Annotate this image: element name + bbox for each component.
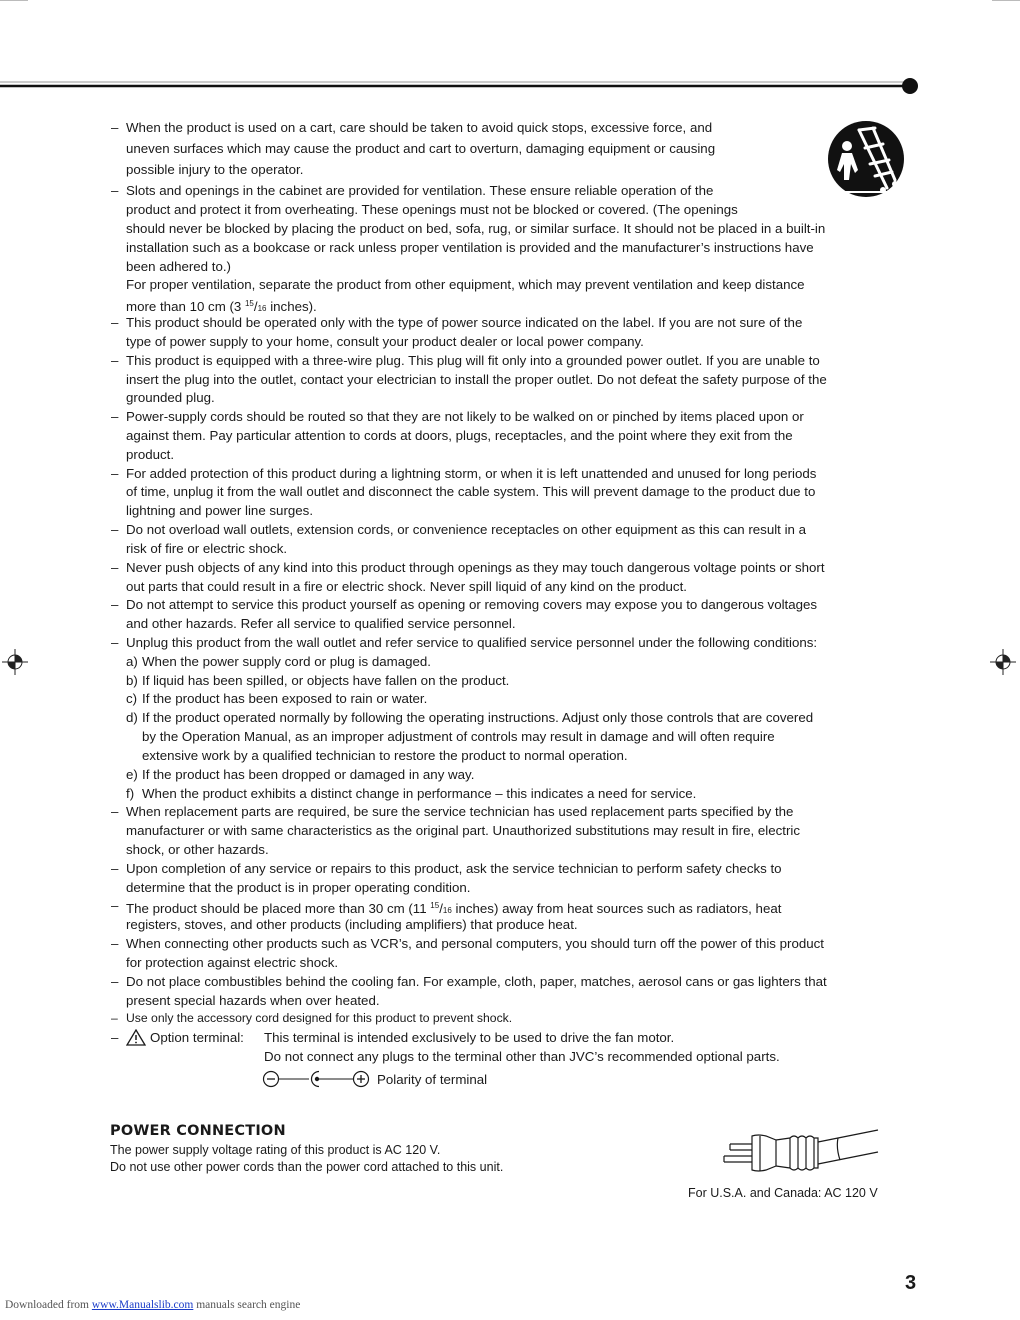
safety-check-line-1: Upon completion of any service or repairs to this product, ask the service technician to perform safety checks to: [126, 861, 782, 876]
cart-tipover-warning-icon: [825, 120, 909, 200]
condition-f-mark: f): [126, 786, 135, 801]
condition-c-mark: c): [126, 691, 138, 706]
power-source-line-2: type of power supply to your home, consult your product dealer or local power company.: [126, 334, 644, 349]
objects-line-2: out parts that could result in a fire or electric shock. Never spill liquid of any kind on the product.: [126, 579, 687, 594]
heat-line-1: The product should be placed more than 30 cm (11 $^{15}$/16 inches) away from heat sources such as radiators, heat: [126, 901, 782, 916]
bullet-dash: –: [111, 353, 119, 368]
condition-e-text: If the product has been dropped or damaged in any way.: [142, 767, 475, 782]
overload-line-2: risk of fire or electric shock.: [126, 541, 288, 556]
warning-triangle-icon: [126, 1029, 146, 1046]
registration-mark-left-icon: [2, 649, 28, 675]
cart-line-3: possible injury to the operator.: [126, 162, 304, 177]
ventilation-distance: more than 10 cm (3 $^{15}$/16 inches).: [126, 299, 317, 314]
unplug-line: Unplug this product from the wall outlet and refer service to qualified service personnel under the following conditions:: [126, 635, 818, 650]
safety-check-line-2: determine that the product is in proper operating condition.: [126, 880, 471, 895]
manualslib-link[interactable]: www.Manualslib.com: [91, 1299, 194, 1311]
power-connection-line-2: Do not use other power cords than the power cord attached to this unit.: [110, 1160, 504, 1174]
lightning-line-3: lightning and power line surges.: [126, 503, 314, 518]
registration-mark-right-icon: [990, 649, 1016, 675]
ventilation-line-2: product and protect it from overheating. These openings must not be blocked or covered. (The openings: [126, 202, 738, 217]
service-line-2: and other hazards. Refer all service to qualified service personnel.: [126, 616, 516, 631]
combustibles-line-2: present special hazards when over heated.: [126, 993, 380, 1008]
crop-mark-top-left: [0, 0, 28, 1]
download-footer: Downloaded from www.Manualslib.com manuals search engine: [5, 1299, 301, 1311]
cords-line-2: against them. Pay particular attention to cords at doors, plugs, receptacles, and the point where they exit from the: [126, 428, 793, 443]
bullet-dash: –: [111, 936, 119, 951]
plug-caption: For U.S.A. and Canada: AC 120 V: [688, 1186, 878, 1200]
condition-d-text-1: If the product operated normally by following the operating instructions. Adjust only those controls that are covered: [142, 710, 814, 725]
cords-line-3: product.: [126, 447, 175, 462]
bullet-dash: –: [111, 597, 119, 612]
bullet-dash: –: [111, 560, 119, 575]
header-rule: [0, 78, 925, 98]
power-plug-icon: [718, 1124, 882, 1174]
bullet-dash: –: [111, 861, 119, 876]
bullet-dash: –: [111, 804, 119, 819]
power-source-line-1: This product should be operated only with the type of power source indicated on the label. If you are not sure of the: [126, 315, 803, 330]
service-line-1: Do not attempt to service this product yourself as opening or removing covers may expose you to dangerous voltages: [126, 597, 818, 612]
condition-a-mark: a): [126, 654, 138, 669]
option-terminal-line-2: Do not connect any plugs to the terminal other than JVC’s recommended optional parts.: [264, 1049, 780, 1064]
cart-line-1: When the product is used on a cart, care should be taken to avoid quick stops, excessive force, and: [126, 120, 713, 135]
polarity-symbol-icon: [262, 1069, 374, 1089]
objects-line-1: Never push objects of any kind into this product through openings as they may touch dangerous voltage points or short: [126, 560, 825, 575]
connecting-line-2: for protection against electric shock.: [126, 955, 339, 970]
crop-mark-top-right: [992, 0, 1020, 1]
bullet-dash: –: [111, 120, 119, 135]
ventilation-line-4: installation such as a bookcase or rack unless proper ventilation is provided and the manufacturer’s instructions have: [126, 240, 814, 255]
condition-d-mark: d): [126, 710, 138, 725]
condition-b-mark: b): [126, 673, 138, 688]
condition-d-text-3: extensive work by a qualified technician to restore the product to normal operation.: [142, 748, 628, 763]
lightning-line-1: For added protection of this product during a lightning storm, or when it is left unattended and unused for long periods: [126, 466, 817, 481]
bullet-dash: –: [111, 522, 119, 537]
page-number: 3: [905, 1272, 917, 1294]
condition-c-text: If the product has been exposed to rain or water.: [142, 691, 428, 706]
bullet-dash: –: [111, 183, 119, 198]
condition-a-text: When the power supply cord or plug is damaged.: [142, 654, 431, 669]
bullet-dash: –: [111, 1030, 119, 1045]
bullet-dash: –: [111, 635, 119, 650]
option-terminal-label: Option terminal:: [150, 1030, 244, 1045]
bullet-dash: –: [111, 1011, 118, 1025]
plug-line-3: grounded plug.: [126, 390, 215, 405]
plug-line-2: insert the plug into the outlet, contact your electrician to install the proper outlet. Do not defeat the safety purpose of the: [126, 372, 827, 387]
overload-line-1: Do not overload wall outlets, extension cords, or convenience receptacles on other equipment as this can result in a: [126, 522, 807, 537]
connecting-line-1: When connecting other products such as VCR’s, and personal computers, you should turn off the power of this product: [126, 936, 824, 951]
replacement-line-2: manufacturer or with same characteristics as the original part. Unauthorized substitutions may result in fire, electric: [126, 823, 800, 838]
ventilation-line-1: Slots and openings in the cabinet are provided for ventilation. These ensure reliable operation of the: [126, 183, 714, 198]
plug-line-1: This product is equipped with a three-wire plug. This plug will fit only into a grounded power outlet. If you are unable to: [126, 353, 820, 368]
bullet-dash: –: [111, 315, 119, 330]
bullet-dash: –: [111, 466, 119, 481]
lightning-line-2: of time, unplug it from the wall outlet and disconnect the cable system. This will prevent damage to the product due to: [126, 484, 816, 499]
replacement-line-1: When replacement parts are required, be sure the service technician has used replacement parts specified by the: [126, 804, 794, 819]
cords-line-1: Power-supply cords should be routed so that they are not likely to be walked on or pinched by items placed upon or: [126, 409, 804, 424]
condition-b-text: If liquid has been spilled, or objects have fallen on the product.: [142, 673, 510, 688]
polarity-label: Polarity of terminal: [377, 1072, 488, 1087]
cart-line-2: uneven surfaces which may cause the product and cart to overturn, damaging equipment or causing: [126, 141, 716, 156]
heat-line-2: registers, stoves, and other products (including amplifiers) that produce heat.: [126, 917, 578, 932]
option-terminal-line-1: This terminal is intended exclusively to be used to drive the fan motor.: [264, 1030, 675, 1045]
power-connection-line-1: The power supply voltage rating of this product is AC 120 V.: [110, 1143, 441, 1157]
accessory-line: Use only the accessory cord designed for this product to prevent shock.: [126, 1011, 513, 1025]
bullet-dash: –: [111, 898, 119, 913]
bullet-dash: –: [111, 409, 119, 424]
replacement-line-3: shock, or other hazards.: [126, 842, 269, 857]
ventilation-line-5: been adhered to.): [126, 259, 231, 274]
condition-f-text: When the product exhibits a distinct change in performance – this indicates a need for service.: [142, 786, 697, 801]
condition-d-text-2: by the Operation Manual, as an improper adjustment of controls may result in damage and will often require: [142, 729, 775, 744]
power-connection-heading: POWER CONNECTION: [110, 1123, 286, 1139]
combustibles-line-1: Do not place combustibles behind the cooling fan. For example, cloth, paper, matches, aerosol cans or gas lighters that: [126, 974, 827, 989]
bullet-dash: –: [111, 974, 119, 989]
ventilation-line-6: For proper ventilation, separate the product from other equipment, which may prevent ventilation and keep distance: [126, 277, 805, 292]
condition-e-mark: e): [126, 767, 138, 782]
ventilation-line-3: should never be blocked by placing the product on bed, sofa, rug, or similar surface. It should not be placed in a built-in: [126, 221, 826, 236]
